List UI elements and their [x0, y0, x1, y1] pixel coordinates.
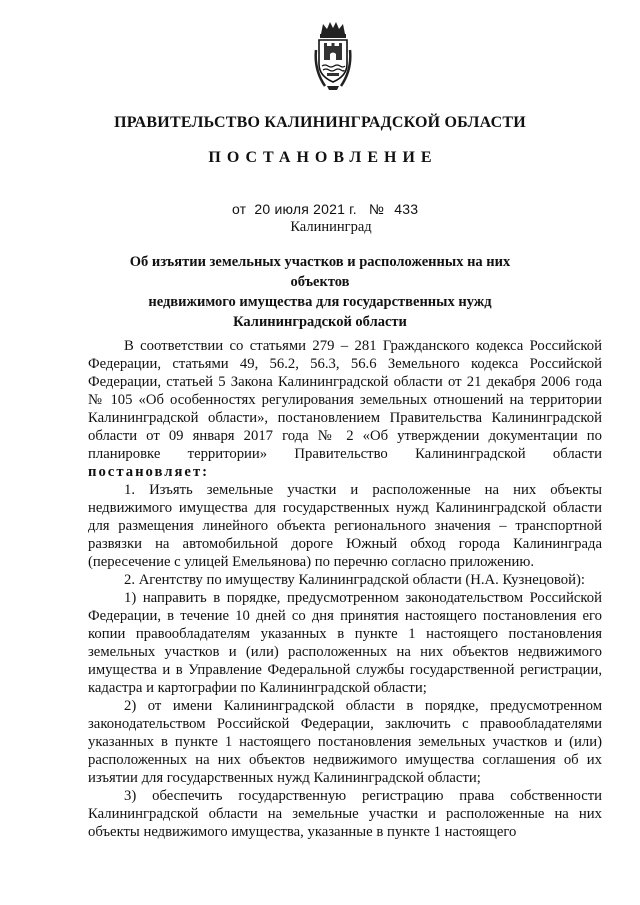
city: Калининград [290, 219, 372, 235]
document-title [110, 252, 530, 332]
title-line: недвижимого имущества для государственных нужд [148, 294, 492, 310]
document-type: ПОСТАНОВЛЕНИЕ [208, 149, 438, 166]
intro-text: В соответствии со статьями 279 – 281 Гражданского кодекса Российской Федерации, статьями 49, 56.2, 56.3, 56.6 Земельного кодекса Российской Федерации, статьей 5 Закона Калининградской области от 21 декабря 2006 года № 105 «Об особенностях регулирования земельных отношений на территории Калининградской области», постановлением Правительства Калининградской области от 09 января 2017 года № 2 «Об утверждении документации по планировке территории» Правительство Калининградской области [88, 338, 602, 462]
title-line: Об изъятии земельных участков и расположенных на них объектов [129, 254, 511, 290]
number-sign: № [368, 201, 385, 217]
date-line [232, 201, 418, 217]
paragraph-2-2: 2) от имени Калининградской области в порядке, предусмотренном законодательством Российской Федерации, заключить с правообладателями указанных в пункте 1 настоящего постановления земельных участков и (или) расположенных на них объектов недвижимого имущества соглашения об их изъятии для государственных нужд Калининградской области; [88, 698, 602, 786]
paragraph-2: 2. Агентству по имуществу Калининградской области (Н.А. Кузнецовой): [124, 572, 585, 588]
coat-of-arms-emblem [313, 20, 353, 94]
intro-paragraph [88, 337, 602, 481]
document-date: 20 июля 2021 г. [254, 201, 357, 217]
government-name: ПРАВИТЕЛЬСТВО КАЛИНИНГРАДСКОЙ ОБЛАСТИ [114, 114, 526, 131]
document-body [88, 337, 602, 841]
date-prefix: от [232, 201, 247, 217]
paragraph-1: 1. Изъять земельные участки и расположенные на них объекты недвижимого имущества для государственных нужд Калининградской области для размещения линейного объекта регионального значения – транспортной развязки на автомобильной дороге Южный обход города Калининграда (пересечение с улицей Емельянова) по перечню согласно приложению. [88, 482, 602, 570]
resolves-word: постановляет: [88, 464, 210, 480]
paragraph-2-3: 3) обеспечить государственную регистрацию права собственности Калининградской области на земельные участки и расположенные на них объекты недвижимого имущества, указанные в пункте 1 настоящего [88, 788, 602, 840]
document-number: 433 [394, 201, 419, 217]
paragraph-2-1: 1) направить в порядке, предусмотренном законодательством Российской Федерации, в течение 10 дней со дня принятия настоящего постановления его копии правообладателям указанных в пункте 1 настоящего постановления земельных участков и (или) расположенных на них объектов недвижимого имущества и в Управление Федеральной службы государственной регистрации, кадастра и картографии по Калининградской области; [88, 590, 602, 696]
title-line: Калининградской области [233, 314, 407, 330]
